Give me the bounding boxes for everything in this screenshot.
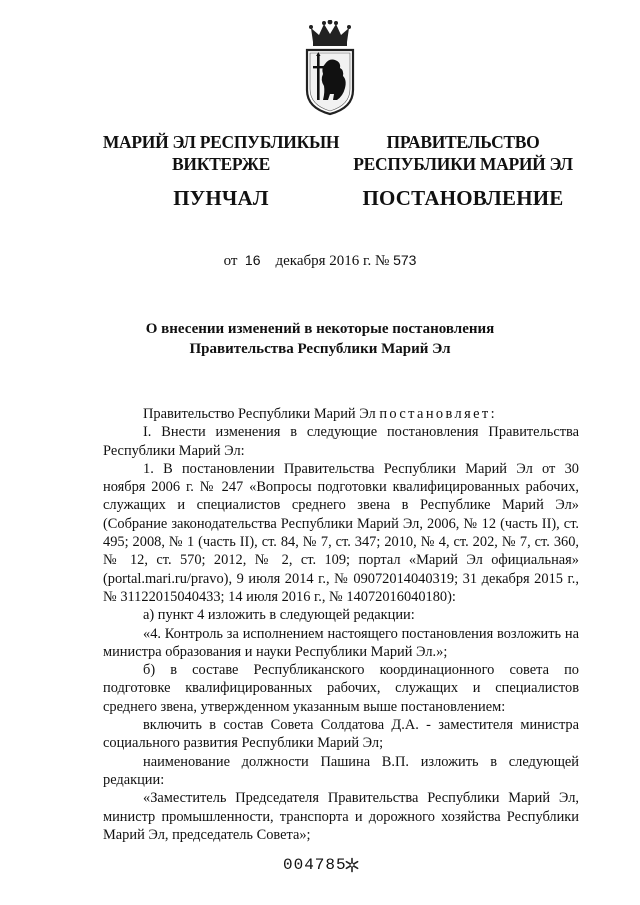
body-paragraph-4: «4. Контроль за исполнением настоящего постановления возложить на министра образования и науки Республики Марий Эл.»; — [103, 625, 579, 660]
date-rest: декабря 2016 г. № — [275, 253, 390, 269]
body-paragraph-1: I. Внести изменения в следующие постановления Правительства Республики Марий Эл: — [103, 424, 579, 459]
body-intro-subject: Правительство Республики Марий Эл — [143, 406, 376, 422]
body-paragraph-7: наименование должности Пашина В.П. изложить в следующей редакции: — [103, 753, 579, 788]
subject-line1: О внесении изменений в некоторые постановления — [145, 321, 495, 337]
header-russian-line1: ПРАВИТЕЛЬСТВО — [386, 132, 540, 152]
body-intro-verb: постановляет: — [379, 406, 497, 422]
header-mari-doc-type: ПУНЧАЛ — [173, 186, 269, 210]
date-prefix: от — [223, 253, 238, 269]
body-paragraph-6: включить в состав Совета Солдатова Д.А. - заместителя министра социального развития Республики Марий Эл; — [103, 717, 579, 752]
header-russian-line2: РЕСПУБЛИКИ МАРИЙ ЭЛ — [353, 154, 573, 174]
asterisk-icon — [344, 857, 360, 873]
document-number: 573 — [393, 252, 417, 268]
body-paragraph-3: а) пункт 4 изложить в следующей редакции: — [143, 607, 415, 624]
form-serial-number: 004785 — [283, 856, 347, 874]
coat-of-arms-icon — [303, 20, 357, 116]
body-paragraph-5: б) в составе Республиканского координационного совета по подготовке квалифицированных рабочих, служащих и специалистов среднего звена, утвержденном указанным выше постановлением: — [103, 662, 579, 715]
header-mari-line2: ВИКТЕРЖЕ — [172, 154, 270, 174]
date-day: 16 — [244, 252, 261, 268]
subject-line2: Правительства Республики Марий Эл — [189, 341, 451, 357]
document-date-line — [0, 250, 640, 271]
body-intro — [103, 405, 579, 423]
header-mari-line1: МАРИЙ ЭЛ РЕСПУБЛИКЫН — [102, 132, 340, 152]
body-paragraph-2: 1. В постановлении Правительства Республики Марий Эл от 30 ноября 2006 г. № 247 «Вопросы подготовки квалифицированных рабочих, служащих и специалистов среднего звена в Республике Марий Эл» (Собрание законодательства Республики Марий Эл, 2006, № 12 (часть II), ст. 495; 2008, № 1 (часть II), ст. 84, № 7, ст. 347; 2010, № 4, ст. 202, № 7, ст. 360, № 12, ст. 570; 2012, № 2, ст. 109; портал «Марий Эл официальная» (portal.mari.ru/pravo), 9 июля 2014 г., № 09072014040319; 31 декабря 2015 г., № 31122015040433; 14 июля 2016 г., № 14072016040180): — [103, 460, 579, 605]
header-mari — [96, 131, 346, 211]
body-paragraph-8: «Заместитель Председателя Правительства Республики Марий Эл, министр промышленности, транспорта и дорожного хозяйства Республики Марий Эл, председатель Совета»; — [103, 790, 579, 843]
document-body — [103, 405, 579, 844]
header-russian-doc-type: ПОСТАНОВЛЕНИЕ — [362, 186, 564, 210]
document-subject — [100, 319, 540, 359]
header-russian — [348, 131, 578, 211]
